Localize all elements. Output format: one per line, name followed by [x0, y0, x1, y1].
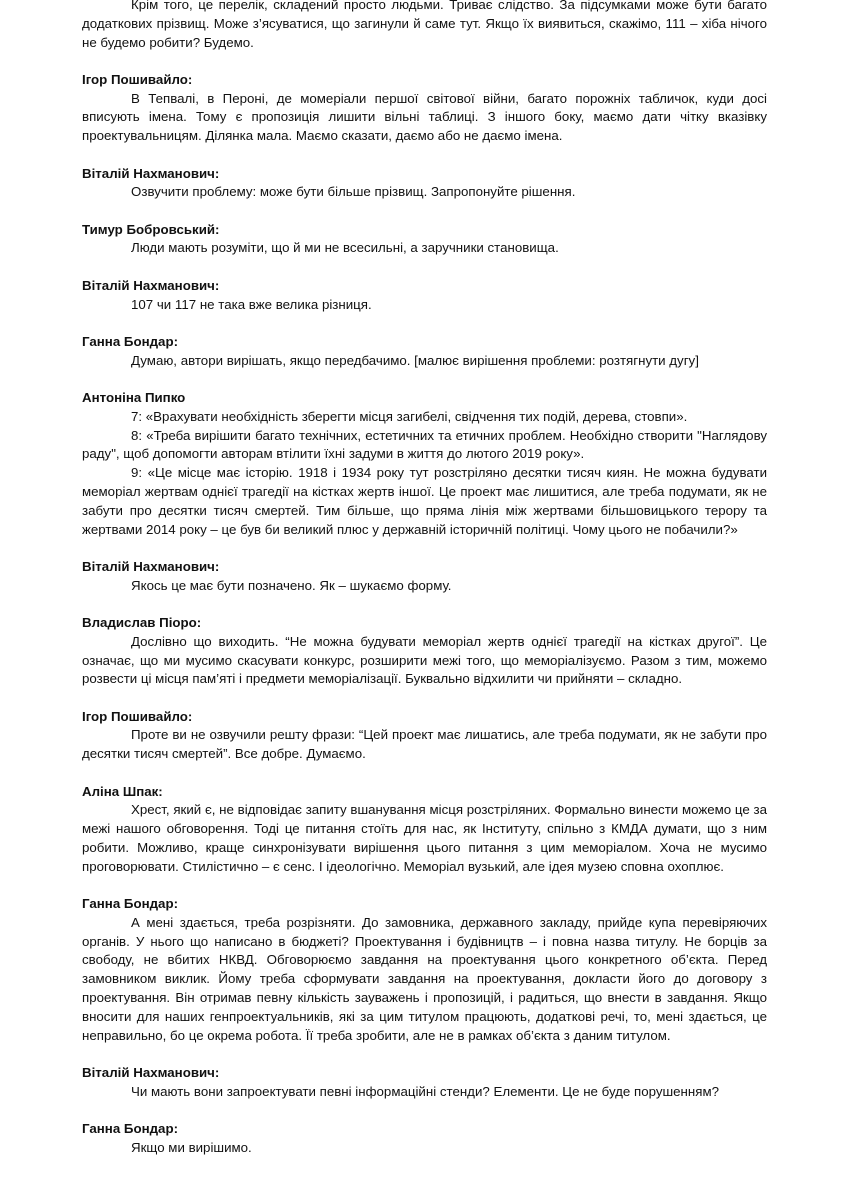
speech-paragraph: Якось це має бути позначено. Як – шукаємо форму.: [131, 577, 452, 593]
speaker-block: [82, 165, 767, 203]
speaker-name: Ганна Бондар:: [82, 333, 179, 349]
speaker-block: [82, 895, 767, 1045]
paragraph-gap: [82, 314, 767, 333]
transcript: [82, 52, 767, 1157]
paragraph-gap: [82, 764, 767, 783]
speech-paragraph: В Тепвалі, в Пероні, де момеріали першої світової війни, багато порожніх табличок, куди досі вписують імена. Тому є пропозиція лишити вільні таблиці. З іншого боку, маємо дати чітку вказівку проектувальницям. Ділянка мала. Маємо сказати, даємо або не даємо імена.: [82, 90, 767, 144]
speech-paragraph: Озвучити проблему: може бути більше прізвищ. Запропонуйте рішення.: [131, 184, 576, 200]
paragraph-gap: [82, 370, 767, 389]
speaker-name: Ганна Бондар:: [82, 1120, 179, 1136]
speaker-name: Владислав Піоро:: [82, 614, 202, 630]
speaker-name: Віталій Нахманович:: [82, 558, 220, 574]
speaker-block: [82, 221, 767, 259]
speech-paragraph: Чи мають вони запроектувати певні інформаційні стенди? Елементи. Це не буде порушенням?: [131, 1083, 719, 1099]
speaker-block: [82, 333, 767, 371]
paragraph-gap: [82, 202, 767, 221]
speaker-block: [82, 783, 767, 877]
speech-paragraph: Якщо ми вирішимо.: [131, 1139, 252, 1155]
speech-paragraph: Проте ви не озвучили решту фрази: “Цей проект має лишатись, але треба подумати, як не забути про десятки тисяч смертей”. Все добре. Думаємо.: [82, 727, 767, 762]
speaker-block: [82, 1064, 767, 1102]
paragraph-gap: [82, 595, 767, 614]
speaker-name: Ганна Бондар:: [82, 895, 179, 911]
speaker-block: [82, 277, 767, 315]
paragraph-gap: [82, 146, 767, 165]
speaker-name: Тимур Бобровський:: [82, 221, 220, 237]
speech-paragraph: Люди мають розуміти, що й ми не всесильні, а заручники становища.: [131, 240, 559, 256]
speech-paragraph: А мені здається, треба розрізняти. До замовника, державного закладу, прийде купа перевіряючих органів. У нього що написано в бюджеті? Проектування і будівництв – і повна назва титулу. Не борців за свободу, не вбитих НКВД. Обговорюємо завдання на проектування цього конкретного об’єкта. Перед замовником виклик. Йому треба сформувати завдання на проектування, докласти його до договору з проектування. Він отримав певну кількість зауважень і пропозицій, і радиться, що внести в завдання. Якщо вносити для наших генпроектуальників, які за цим титулом працюють, додаткові речі, то, мені здається, це неправильно, бо це окрема робота. Її треба зробити, але не в рамках об’єкта з даним титулом.: [82, 914, 767, 1043]
speech-paragraph: Дослівно що виходить. “Не можна будувати меморіал жертв однієї трагедії на кістках другої”. Це означає, що ми мусимо скасувати конкурс, розширити межі того, що меморіалізуємо. Разом з тим, можемо розвести ці місця пам’яті і предмети меморіалізації. Буквально відхилити чи прийняти – складно.: [82, 633, 767, 687]
speaker-name: Аліна Шпак:: [82, 783, 163, 799]
paragraph-gap: [82, 258, 767, 277]
speaker-block: [82, 558, 767, 596]
intro-paragraph: Крім того, це перелік, складений просто людьми. Триває слідство. За підсумками може бути багато додаткових прізвищ. Може з’ясуватися, що загинули й саме тут. Якщо їх виявиться, скажімо, 111 – хіба нічого не будемо робити? Будемо.: [82, 0, 767, 50]
speaker-block: [82, 614, 767, 689]
paragraph-gap: [82, 539, 767, 558]
speaker-name: Віталій Нахманович:: [82, 1064, 220, 1080]
speech-paragraph: 107 чи 117 не така вже велика різниця.: [131, 296, 372, 312]
speech-paragraph: 8: «Треба вирішити багато технічних, естетичних та етичних проблем. Необхідно створити "Наглядову раду", щоб допомогти авторам втілити їхні задуми в життя до лютого 2019 року».: [82, 427, 767, 462]
speech-paragraph: Хрест, який є, не відповідає запиту вшанування місця розстріляних. Формально винести можемо це за межі нашого обговорення. Тоді це питання стоїть для нас, як Інституту, спільно з КМДА думати, що з ним робити. Можливо, краще синхронізувати вирішення цього питання з цим меморіалом. Хоча не мусимо проговорювати. Стилістично – є сенс. І ідеологічно. Меморіал вузький, але ідея музею сповна охоплює.: [82, 802, 767, 874]
speech-paragraph: 7: «Врахувати необхідність зберегти місця загибелі, свідчення тих подій, дерева, стовпи».: [131, 408, 688, 424]
paragraph-gap: [82, 876, 767, 895]
speaker-name: Віталій Нахманович:: [82, 165, 220, 181]
speaker-block: [82, 1120, 767, 1158]
speech-paragraph: Думаю, автори вирішать, якщо передбачимо. [малює вирішення проблеми: розтягнути дугу]: [131, 352, 699, 368]
paragraph-gap: [82, 1045, 767, 1064]
speaker-name: Ігор Пошивайло:: [82, 708, 193, 724]
paragraph-gap: [82, 689, 767, 708]
paragraph-gap: [82, 1101, 767, 1120]
speaker-block: [82, 71, 767, 146]
speaker-block: [82, 389, 767, 539]
speaker-name: Віталій Нахманович:: [82, 277, 220, 293]
speaker-name: Антоніна Пипко: [82, 389, 186, 405]
speaker-name: Ігор Пошивайло:: [82, 71, 193, 87]
speaker-block: [82, 708, 767, 764]
paragraph-gap: [82, 52, 767, 71]
speech-paragraph: 9: «Це місце має історію. 1918 і 1934 року тут розстріляно десятки тисяч киян. Не можна будувати меморіал жертвам однієї трагедії на кістках жертв іншої. Це проект має лишитися, але треба подумати, як не забути про десятки тисяч смертей. Тим більше, що пряма лінія між жертвами більшовицького терору та жертвами 2014 року – це був би великий плюс у державній історичній політиці. Чому цього не побачили?»: [82, 465, 767, 537]
